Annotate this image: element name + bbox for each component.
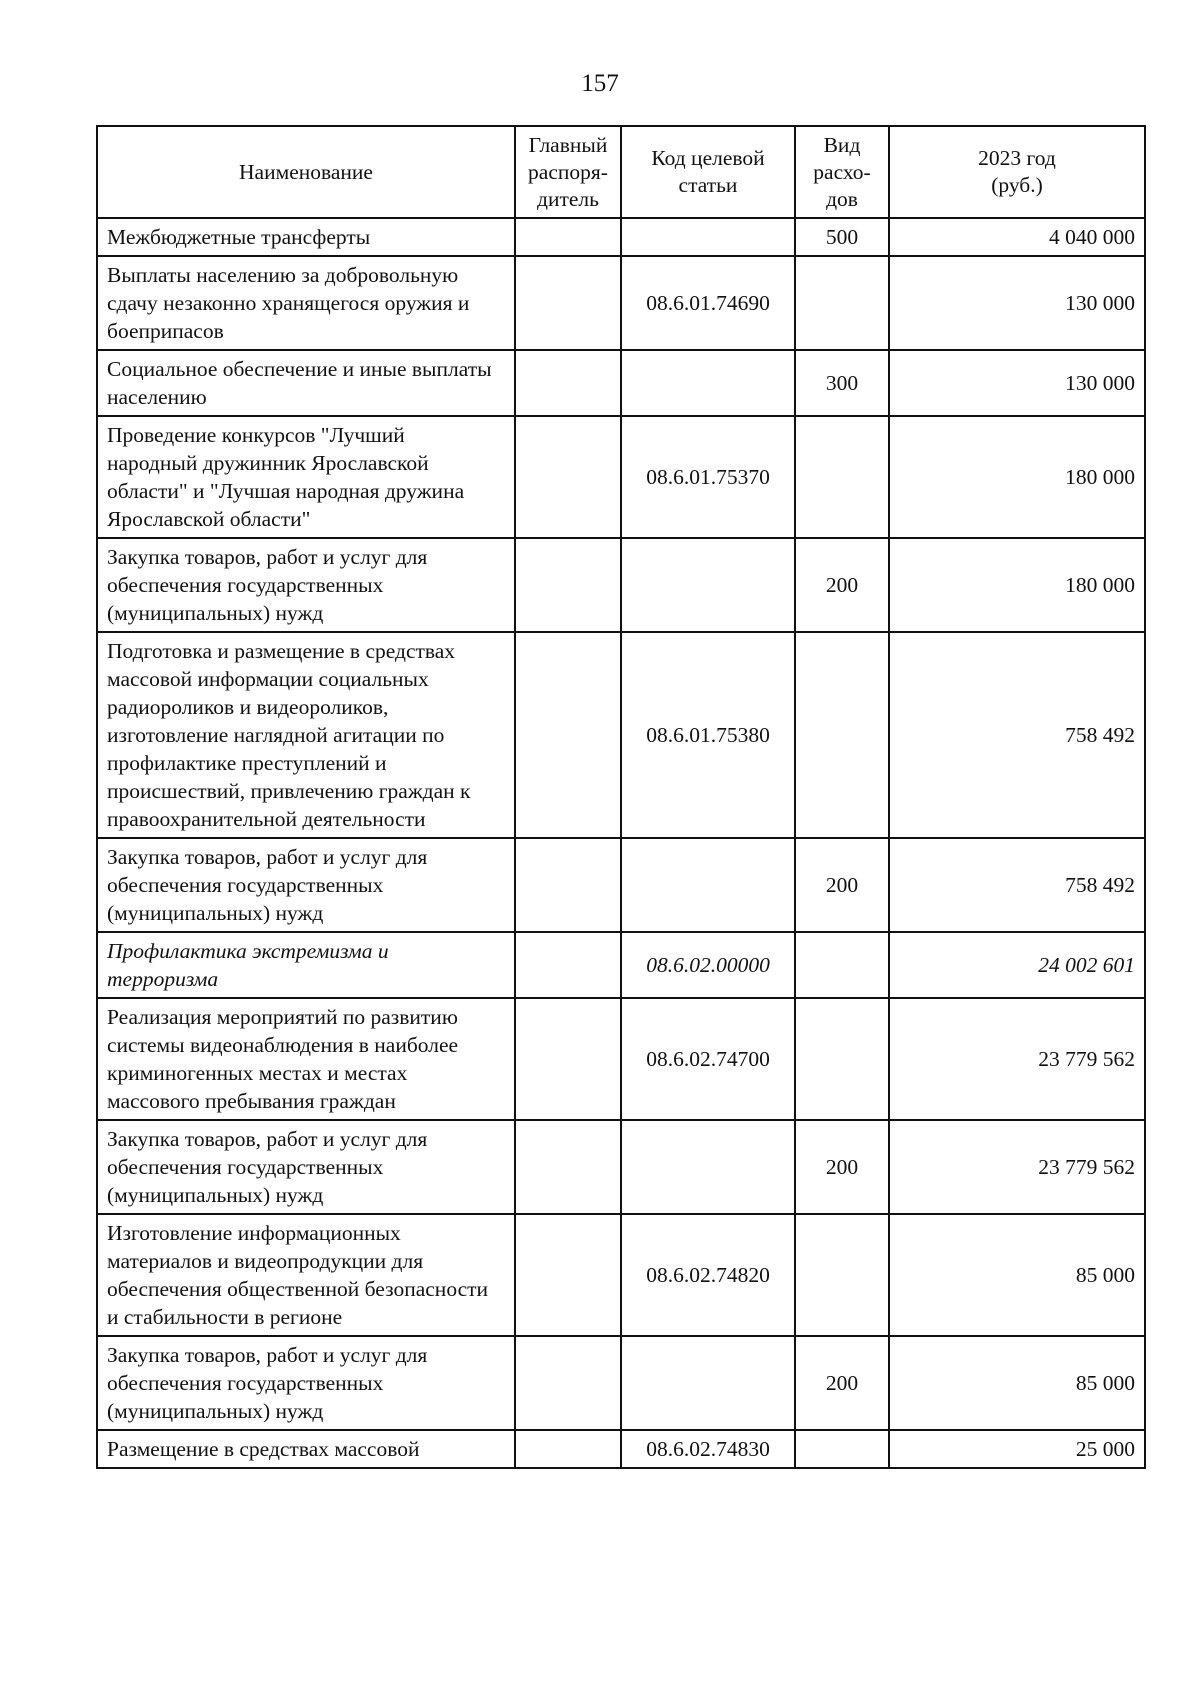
row-type: 200 <box>795 1336 889 1430</box>
table-row <box>97 538 1145 632</box>
row-type <box>795 932 889 998</box>
table-row <box>97 256 1145 350</box>
row-code <box>621 1120 795 1214</box>
row-admin <box>515 350 621 416</box>
row-amount: 85 000 <box>889 1214 1145 1336</box>
row-code: 08.6.02.74820 <box>621 1214 795 1336</box>
table-header-row <box>97 126 1145 218</box>
row-amount: 23 779 562 <box>889 1120 1145 1214</box>
row-name: Выплаты населению за добровольную сдачу незаконно хранящегося оружия и боеприпасов <box>97 256 515 350</box>
header-target-code: Код целевой статьи <box>621 126 795 218</box>
header-amount-2023: 2023 год (руб.) <box>889 126 1145 218</box>
row-admin <box>515 932 621 998</box>
row-type: 300 <box>795 350 889 416</box>
table-row <box>97 1120 1145 1214</box>
row-name: Межбюджетные трансферты <box>97 218 515 256</box>
row-admin <box>515 256 621 350</box>
row-admin <box>515 1120 621 1214</box>
row-amount: 85 000 <box>889 1336 1145 1430</box>
row-code: 08.6.01.75380 <box>621 632 795 838</box>
row-admin <box>515 416 621 538</box>
row-admin <box>515 838 621 932</box>
row-type: 200 <box>795 1120 889 1214</box>
row-type <box>795 256 889 350</box>
row-type: 200 <box>795 838 889 932</box>
table-row <box>97 1214 1145 1336</box>
row-admin <box>515 1336 621 1430</box>
row-amount: 180 000 <box>889 416 1145 538</box>
row-code: 08.6.02.74700 <box>621 998 795 1120</box>
row-amount: 23 779 562 <box>889 998 1145 1120</box>
table-row <box>97 350 1145 416</box>
table-row-subprogram <box>97 932 1145 998</box>
page-number: 157 <box>581 70 619 97</box>
row-type <box>795 998 889 1120</box>
row-code <box>621 218 795 256</box>
row-code <box>621 350 795 416</box>
row-amount: 758 492 <box>889 632 1145 838</box>
table-row <box>97 632 1145 838</box>
row-code <box>621 838 795 932</box>
row-type: 500 <box>795 218 889 256</box>
row-amount: 130 000 <box>889 256 1145 350</box>
row-code: 08.6.01.75370 <box>621 416 795 538</box>
row-name: Закупка товаров, работ и услуг для обеспечения государственных (муниципальных) нужд <box>97 838 515 932</box>
row-name: Подготовка и размещение в средствах массовой информации социальных радиороликов и видеороликов, изготовление наглядной агитации по профилактике преступлений и происшествий, привлечению граждан к правоохранительной деятельности <box>97 632 515 838</box>
row-code: 08.6.02.00000 <box>621 932 795 998</box>
row-name: Изготовление информационных материалов и видеопродукции для обеспечения общественной безопасности и стабильности в регионе <box>97 1214 515 1336</box>
row-name: Закупка товаров, работ и услуг для обеспечения государственных (муниципальных) нужд <box>97 538 515 632</box>
row-type <box>795 632 889 838</box>
row-type <box>795 1214 889 1336</box>
row-amount: 25 000 <box>889 1430 1145 1468</box>
table-row <box>97 1336 1145 1430</box>
row-admin <box>515 218 621 256</box>
row-admin <box>515 998 621 1120</box>
row-name: Социальное обеспечение и иные выплаты населению <box>97 350 515 416</box>
row-code <box>621 538 795 632</box>
budget-table <box>96 125 1146 1469</box>
header-main-administrator: Главный распоря- дитель <box>515 126 621 218</box>
row-code <box>621 1336 795 1430</box>
row-amount: 24 002 601 <box>889 932 1145 998</box>
row-admin <box>515 1214 621 1336</box>
row-type <box>795 416 889 538</box>
table-row <box>97 218 1145 256</box>
row-amount: 130 000 <box>889 350 1145 416</box>
row-amount: 180 000 <box>889 538 1145 632</box>
table-row <box>97 838 1145 932</box>
row-code: 08.6.02.74830 <box>621 1430 795 1468</box>
table-row <box>97 1430 1145 1468</box>
header-name: Наименование <box>97 126 515 218</box>
row-admin <box>515 632 621 838</box>
row-name: Реализация мероприятий по развитию системы видеонаблюдения в наиболее криминогенных местах и местах массового пребывания граждан <box>97 998 515 1120</box>
row-amount: 758 492 <box>889 838 1145 932</box>
row-name: Профилактика экстремизма и терроризма <box>97 932 515 998</box>
row-name: Закупка товаров, работ и услуг для обеспечения государственных (муниципальных) нужд <box>97 1120 515 1214</box>
row-amount: 4 040 000 <box>889 218 1145 256</box>
row-name: Закупка товаров, работ и услуг для обеспечения государственных (муниципальных) нужд <box>97 1336 515 1430</box>
header-expense-type: Вид расхо- дов <box>795 126 889 218</box>
row-name: Проведение конкурсов "Лучший народный дружинник Ярославской области" и "Лучшая народная дружина Ярославской области" <box>97 416 515 538</box>
row-name: Размещение в средствах массовой <box>97 1430 515 1468</box>
row-code: 08.6.01.74690 <box>621 256 795 350</box>
row-type <box>795 1430 889 1468</box>
table-row <box>97 998 1145 1120</box>
row-admin <box>515 538 621 632</box>
table-row <box>97 416 1145 538</box>
row-admin <box>515 1430 621 1468</box>
row-type: 200 <box>795 538 889 632</box>
